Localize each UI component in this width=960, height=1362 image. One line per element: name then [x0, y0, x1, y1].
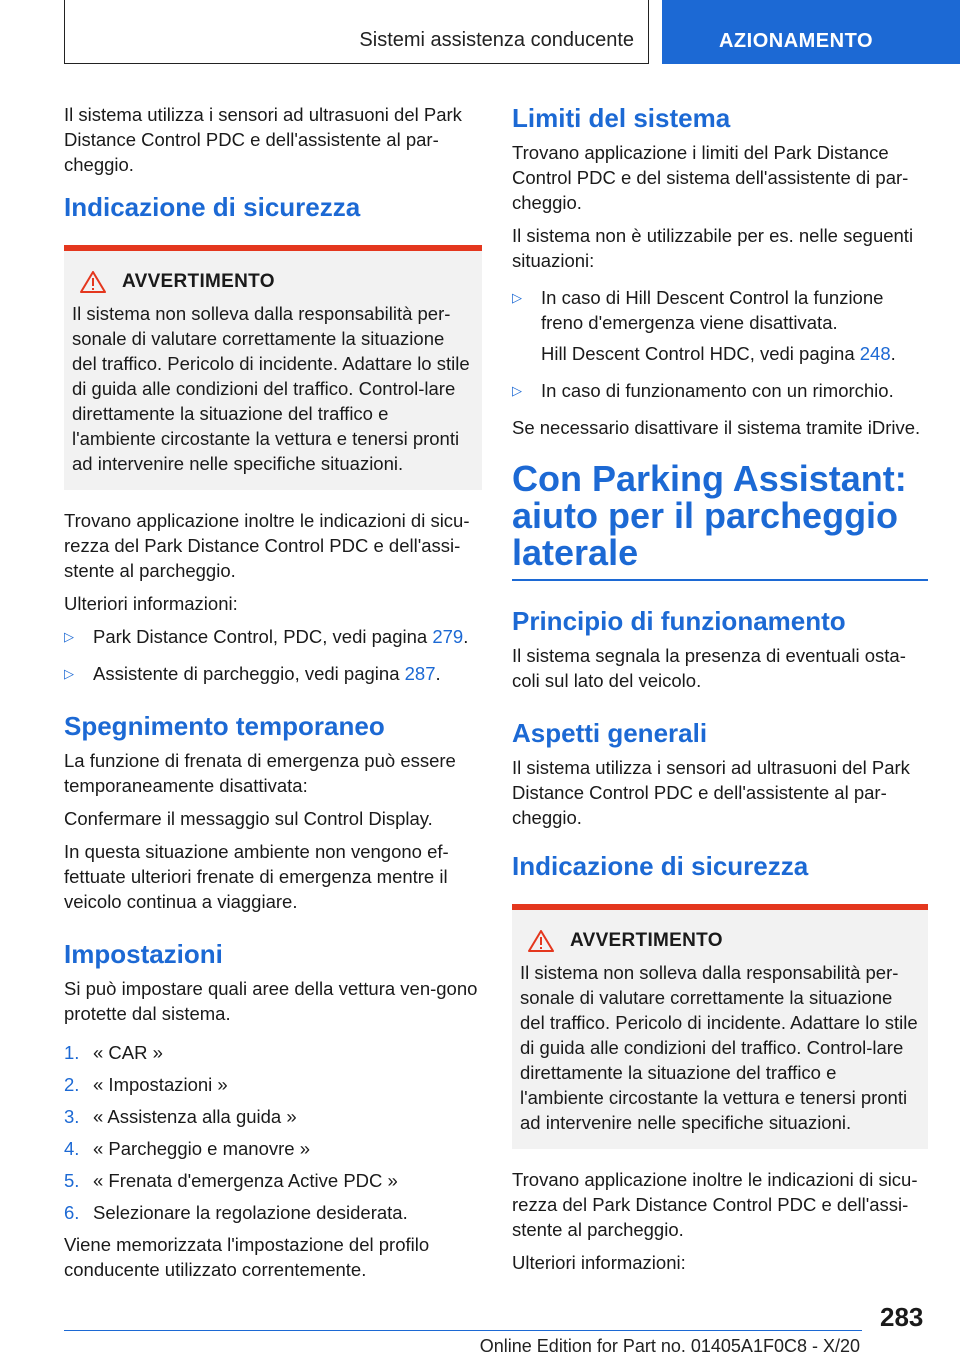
settings-heading: Impostazioni: [64, 939, 223, 969]
header-section-box: [64, 0, 649, 64]
principle-paragraph: Il sistema segnala la presenza di eventuali osta-coli sul lato del veicolo.: [512, 645, 906, 691]
warning-label: AVVERTIMENTO: [570, 930, 723, 951]
safety-heading-2: Indicazione di sicurezza: [512, 851, 809, 881]
warning-box: [64, 245, 482, 490]
temp-off-paragraph-1: La funzione di frenata di emergenza può essere temporaneamente disattivata:: [64, 750, 456, 796]
step-item: 5. « Frenata d'emergenza Active PDC »: [64, 1170, 398, 1191]
limits-paragraph-1: Trovano applicazione i limiti del Park Distance Control PDC e del sistema dell'assistente di par-cheggio.: [512, 142, 909, 213]
general-paragraph: Il sistema utilizza i sensori ad ultrasuoni del Park Distance Control PDC e dell'assistente al par-cheggio.: [512, 757, 910, 828]
header-chapter-title: AZIONAMENTO: [718, 30, 873, 52]
limits-paragraph-2: Il sistema non è utilizzabile per es. nelle seguenti situazioni:: [512, 225, 914, 271]
settings-paragraph: Si può impostare quali aree della vettura ven-gono protette dal sistema.: [64, 978, 478, 1024]
list-item: ▷ Assistente di parcheggio, vedi pagina 287.: [64, 663, 441, 684]
footer-edition: Online Edition for Part no. 01405A1F0C8 - X/20: [479, 1336, 860, 1356]
triangle-bullet-icon: ▷: [512, 290, 522, 305]
principle-heading: Principio di funzionamento: [512, 606, 846, 636]
list-item: ▷ Park Distance Control, PDC, vedi pagina 279.: [64, 626, 469, 647]
warning-triangle-icon: [528, 930, 554, 952]
temp-off-paragraph-3: In questa situazione ambiente non vengono ef-fettuate ulteriori frenate di emergenza mentre il veicolo continua a viaggiare.: [64, 841, 449, 912]
chapter-heading: Con Parking Assistant: aiuto per il parcheggio laterale: [512, 460, 928, 581]
step-item: 3. « Assistenza alla guida »: [64, 1106, 297, 1127]
warning-triangle-icon: [80, 271, 106, 293]
more-info-label-2: Ulteriori informazioni:: [512, 1252, 686, 1273]
general-heading: Aspetti generali: [512, 718, 708, 748]
saved-paragraph: Viene memorizzata l'impostazione del profilo conducente utilizzato correntemente.: [64, 1234, 430, 1280]
header-chapter-tab[interactable]: [662, 0, 960, 64]
page-number: 283: [880, 1302, 924, 1332]
warning-text: Il sistema non solleva dalla responsabilità per-sonale di valutare correttamente la situazione del traffico. Pericolo di incidente. Adattare lo stile di guida alle condizioni del traffico. Control-lare direttamente la situazione del traffico e l'ambiente circostante la vettura e tenersi pronti ad intervenire nelle specifiche situazioni.: [520, 962, 918, 1133]
apply-paragraph: Trovano applicazione inoltre le indicazioni di sicu-rezza del Park Distance Control PDC e dell'assi-stente al parcheggio.: [64, 510, 470, 581]
apply-paragraph-2: Trovano applicazione inoltre le indicazioni di sicu-rezza del Park Distance Control PDC e dell'assi-stente al parcheggio.: [512, 1169, 918, 1240]
page-link[interactable]: 287: [404, 663, 436, 684]
step-item: 1. « CAR »: [64, 1042, 163, 1063]
list-subitem: Hill Descent Control HDC, vedi pagina 248.: [541, 343, 896, 364]
left-column: [64, 102, 482, 1290]
warning-box-2: [512, 904, 928, 1149]
right-column: [512, 102, 928, 1283]
triangle-bullet-icon: ▷: [512, 383, 522, 398]
step-item: 4. « Parcheggio e manovre »: [64, 1138, 310, 1159]
triangle-bullet-icon: ▷: [64, 629, 74, 644]
more-info-label: Ulteriori informazioni:: [64, 593, 238, 614]
list-item: ▷ In caso di Hill Descent Control la funzione freno d'emergenza viene disattivata.: [512, 287, 884, 333]
step-item: 6. Selezionare la regolazione desiderata.: [64, 1202, 408, 1223]
list-item: ▷ In caso di funzionamento con un rimorchio.: [512, 380, 894, 401]
page-link[interactable]: 248: [859, 343, 891, 364]
triangle-bullet-icon: ▷: [64, 666, 74, 681]
header-section-title: Sistemi assistenza conducente: [359, 29, 634, 51]
temp-off-paragraph-2: Confermare il messaggio sul Control Display.: [64, 808, 433, 829]
page-link[interactable]: 279: [432, 626, 464, 647]
limits-paragraph-3: Se necessario disattivare il sistema tramite iDrive.: [512, 417, 921, 438]
footer-divider: [64, 1330, 862, 1331]
temp-off-heading: Spegnimento temporaneo: [64, 711, 385, 741]
step-item: 2. « Impostazioni »: [64, 1074, 228, 1095]
warning-text: Il sistema non solleva dalla responsabilità per-sonale di valutare correttamente la situazione del traffico. Pericolo di incidente. Adattare lo stile di guida alle condizioni del traffico. Control-lare direttamente la situazione del traffico e l'ambiente circostante la vettura e tenersi pronti ad intervenire nelle specifiche situazioni.: [72, 303, 470, 474]
safety-heading: Indicazione di sicurezza: [64, 192, 361, 222]
intro-paragraph: Il sistema utilizza i sensori ad ultrasuoni del Park Distance Control PDC e dell'assistente al par-cheggio.: [64, 104, 462, 175]
limits-heading: Limiti del sistema: [512, 103, 731, 133]
warning-label: AVVERTIMENTO: [122, 271, 275, 292]
